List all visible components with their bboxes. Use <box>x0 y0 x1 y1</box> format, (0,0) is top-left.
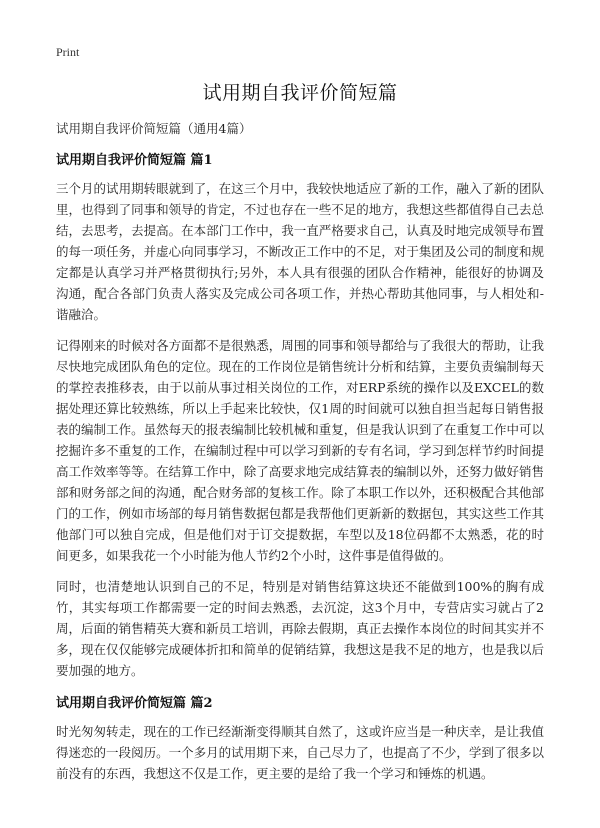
print-label: Print <box>56 45 80 59</box>
paragraph: 时光匆匆转走，现在的工作已经渐渐变得顺其自然了，这或许应当是一种庆幸，是让我值得迷恋的一段阅历。一个多月的试用期下来，自己尽力了，也提高了不少，学到了很多以前没有的东西，我想这不仅是工作，更主要的是给了我一个学习和锤炼的机遇。 <box>56 724 544 781</box>
section-2 <box>56 695 544 784</box>
paragraph: 同时，也清楚地认识到自己的不足，特别是对销售结算这块还不能做到100%的胸有成竹，其实每项工作都需要一定的时间去熟悉，去沉淀，这3个月中，专营店实习就占了2周，后面的销售精英大赛和新员工培训，再除去假期，真正去操作本岗位的时间其实并不多，现在仅仅能够完成硬体折扣和简单的促销结算，我想这是我不足的地方，也是我以后要加强的地方。 <box>56 579 544 678</box>
paragraph: 记得刚来的时候对各方面都不是很熟悉，周围的同事和领导都给与了我很大的帮助，让我尽快地完成团队角色的定位。现在的工作岗位是销售统计分析和结算，主要负责编制每天的掌控表推移表，由于以前从事过相关岗位的工作，对ERP系统的操作以及EXCEL的数据处理还算比较熟练，所以上手起来比较快，仅1周的时间就可以独自担当起每日销售报表的编制工作。虽然每天的报表编制比较机械和重复，但是我认识到了在重复工作中可以挖掘许多不重复的工作，在编制过程中可以学习到新的专有名词，学习到怎样节约时间提高工作效率等等。在结算工作中，除了高要求地完成结算表的编制以外，还努力做好销售部和财务部之间的沟通，配合财务部的复核工作。除了本职工作以外，还积极配合其他部门的工作，例如市场部的每月销售数据包都是我帮他们更新新的数据包，其实这些工作其他部门可以独自完成，但是他们对于订交提数据，车型以及18位码都不太熟悉，花的时间更多，如果我花一个小时能为他人节约2个小时，这件事是值得做的。 <box>56 338 544 563</box>
paragraph: 三个月的试用期转眼就到了，在这三个月中，我较快地适应了新的工作，融入了新的团队里，也得到了同事和领导的肯定，不过也存在一些不足的地方，我想这些都值得自己去总结，去思考，去提高。在本部门工作中，我一直严格要求自己，认真及时地完成领导布置的每一项任务，并虚心向同事学习，不断改正工作中的不足，对于集团及公司的制度和规定都是认真学习并严格贯彻执行;另外，本人具有很强的团队合作精神，能很好的协调及沟通，配合各部门负责人落实及完成公司各项工作，并热心帮助其他同事，与人相处和-谐融洽。 <box>56 181 544 322</box>
document-subtitle: 试用期自我评价简短篇（通用4篇） <box>56 121 252 136</box>
section-heading: 试用期自我评价简短篇 篇1 <box>56 153 213 168</box>
document-title: 试用期自我评价简短篇 <box>202 82 398 104</box>
section-1 <box>56 152 544 681</box>
section-heading: 试用期自我评价简短篇 篇2 <box>56 696 213 711</box>
